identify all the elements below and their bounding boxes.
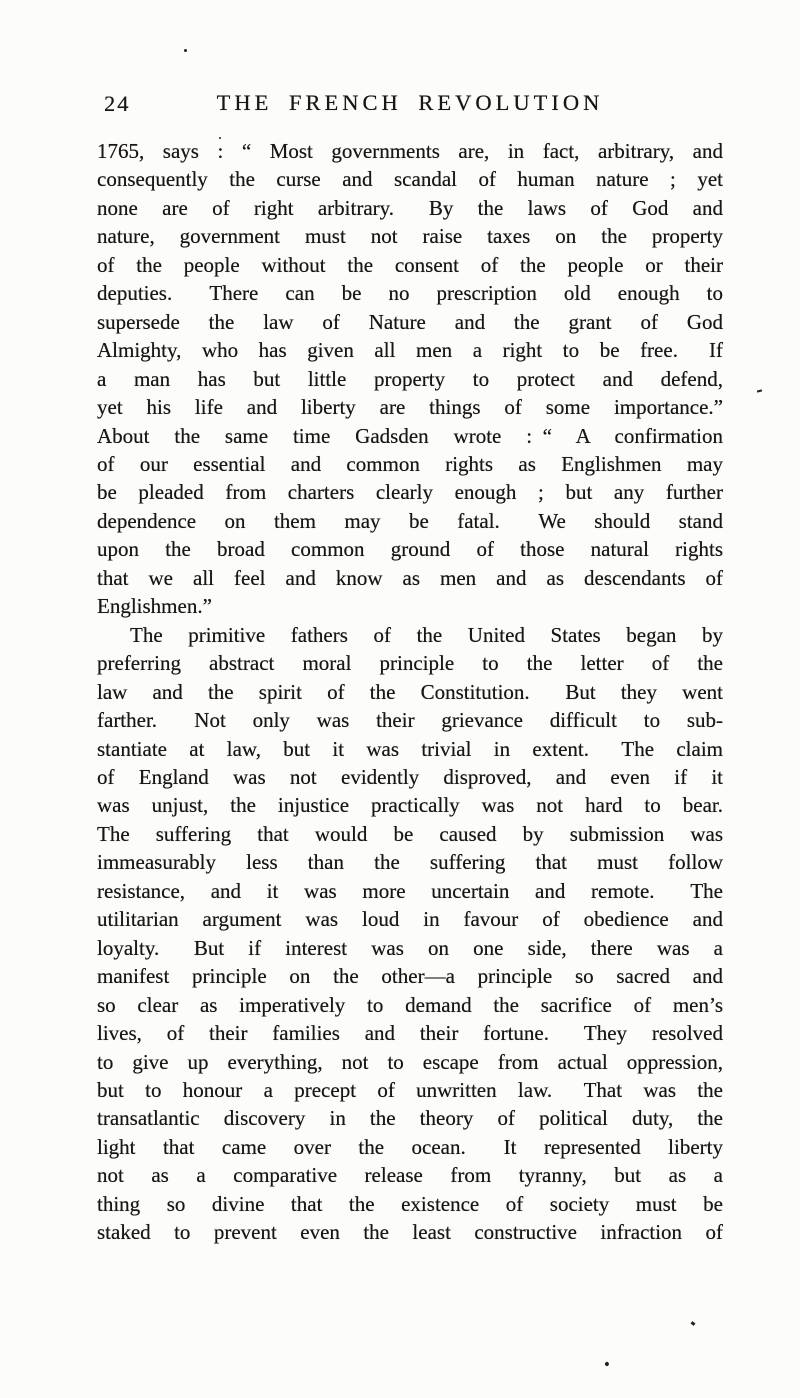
text-line: utilitarian argument was loud in favour of obedience and — [97, 907, 723, 932]
scan-speck — [757, 389, 762, 392]
scan-speck — [691, 1321, 696, 1326]
text-line: Almighty, who has given all men a right to be free. If — [97, 338, 723, 363]
text-line: deputies. There can be no prescription old enough to — [97, 281, 723, 306]
paragraph — [97, 621, 723, 1247]
text-line: that we all feel and know as men and as descendants of — [97, 565, 723, 590]
scan-speck — [604, 1361, 610, 1367]
text-line: loyalty. But if interest was on one side, there was a — [97, 935, 723, 960]
text-line: a man has but little property to protect and defend, — [97, 366, 723, 391]
text-line: Englishmen.” — [97, 594, 212, 619]
text-line: so clear as imperatively to demand the sacrifice of men’s — [97, 992, 723, 1017]
text-line: not as a comparative release from tyranny, but as a — [97, 1163, 723, 1188]
text-line: of our essential and common rights as Englishmen may — [97, 451, 723, 476]
text-line: consequently the curse and scandal of human nature ; yet — [97, 167, 723, 192]
text-line: dependence on them may be fatal. We should stand — [97, 508, 723, 533]
text-line: of the people without the consent of the people or their — [97, 252, 723, 277]
text-line: resistance, and it was more uncertain and remote. The — [97, 878, 723, 903]
text-line: stantiate at law, but it was trivial in extent. The claim — [97, 736, 723, 761]
running-title: THE FRENCH REVOLUTION — [216, 90, 604, 115]
text-line: be pleaded from charters clearly enough ; but any further — [97, 480, 723, 505]
paragraph — [97, 137, 723, 621]
text-line: upon the broad common ground of those natural rights — [97, 537, 723, 562]
text-line: light that came over the ocean. It represented liberty — [97, 1134, 723, 1159]
text-line: was unjust, the injustice practically was not hard to bear. — [97, 793, 723, 818]
scan-speck — [219, 137, 221, 139]
text-line: supersede the law of Nature and the grant of God — [97, 309, 723, 334]
text-line: preferring abstract moral principle to the letter of the — [97, 651, 723, 676]
text-line: none are of right arbitrary. By the laws of God and — [97, 195, 723, 220]
text-line: lives, of their families and their fortune. They resolved — [97, 1021, 723, 1046]
text-line: but to honour a precept of unwritten law. That was the — [97, 1077, 723, 1102]
text-line: manifest principle on the other—a principle so sacred and — [97, 964, 723, 989]
text-line: nature, government must not raise taxes on the property — [97, 224, 723, 249]
page-number: 24 — [104, 91, 131, 116]
text-line: staked to prevent even the least constructive infraction of — [97, 1220, 723, 1245]
text-line: immeasurably less than the suffering that must follow — [97, 850, 723, 875]
scan-speck — [184, 49, 187, 52]
text-line: thing so divine that the existence of society must be — [97, 1191, 723, 1216]
text-line: law and the spirit of the Constitution. But they went — [97, 679, 723, 704]
text-line: of England was not evidently disproved, and even if it — [97, 764, 723, 789]
text-line: yet his life and liberty are things of some importance.” — [97, 395, 723, 420]
text-line: transatlantic discovery in the theory of political duty, the — [97, 1106, 723, 1131]
text-line: About the same time Gadsden wrote : “ A confirmation — [97, 423, 723, 448]
text-line: The primitive fathers of the United States began by — [130, 622, 723, 647]
text-line: The suffering that would be caused by submission was — [97, 821, 723, 846]
text-line: 1765, says : “ Most governments are, in fact, arbitrary, and — [97, 139, 723, 163]
body-text — [97, 137, 723, 1247]
text-line: to give up everything, not to escape from actual oppression, — [97, 1049, 723, 1074]
text-line: farther. Not only was their grievance difficult to sub- — [97, 708, 723, 733]
page-header — [97, 90, 723, 120]
